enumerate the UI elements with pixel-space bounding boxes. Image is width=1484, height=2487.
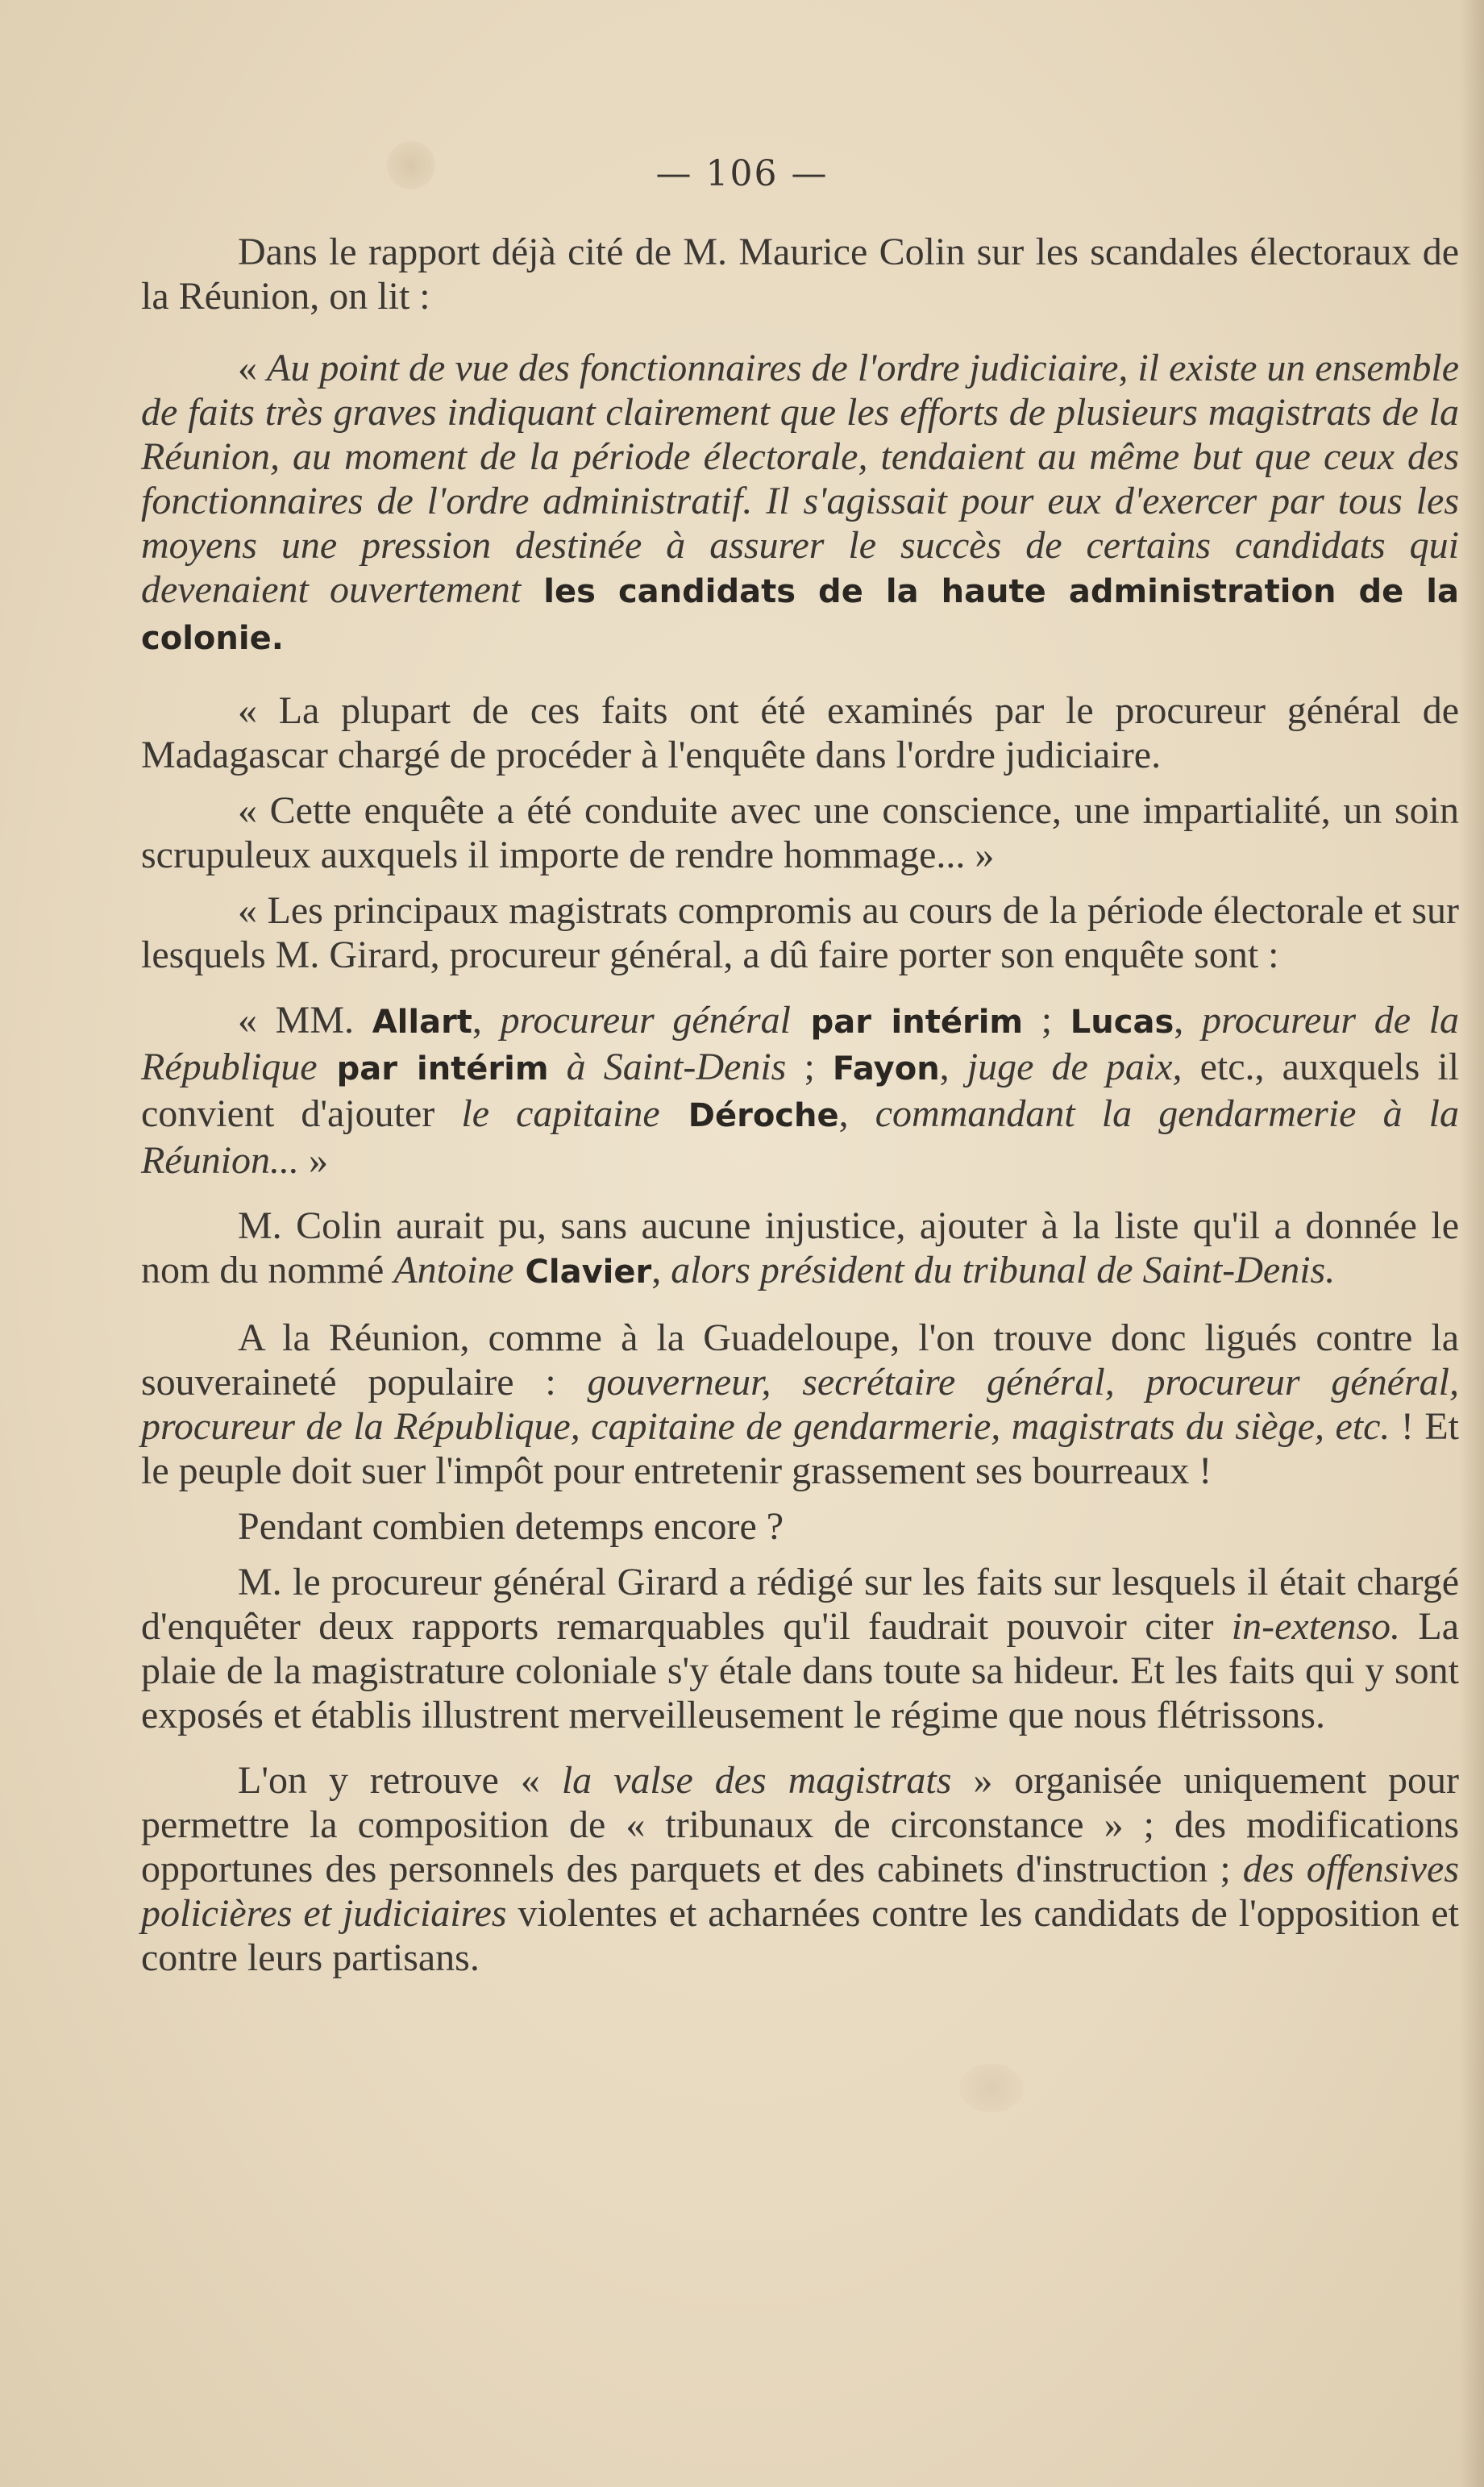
bold-run: Déroche — [659, 1097, 839, 1134]
paragraph — [141, 1316, 1459, 1493]
paragraph — [141, 1204, 1459, 1295]
italic-run: gouverneur, secrétaire général, procureur général, procureur de la République, capitaine de gendarmerie, magistrats du siège, etc. — [141, 1361, 1460, 1448]
bold-run: les candidats de la haute administration de la colonie. — [141, 573, 1459, 657]
text-run: violentes et acharnées contre les candidats de l'opposition et contre leurs partisans. — [141, 1892, 1460, 1979]
page-number: — 106 — — [655, 153, 829, 194]
text-run: , — [939, 1046, 967, 1088]
text-run: ; — [1023, 999, 1070, 1042]
text-run: M. le procureur général Girard a rédigé sur les faits sur lesquels il était chargé d'enquêter deux rapports remarquables qu'il faudrait pouvoir citer — [141, 1561, 1459, 1648]
text-run: L'on y retrouve « — [238, 1759, 562, 1802]
text-run: « Les principaux magistrats compromis au cours de la période électorale et sur lesquels M. Girard, procureur général, a dû faire porter son enquête sont : — [141, 889, 1459, 976]
italic-run: la valse des magistrats — [561, 1759, 952, 1802]
bold-run: par intérim — [317, 1050, 549, 1088]
text-run: Pendant combien detemps encore ? — [238, 1505, 784, 1548]
quote-paragraph — [141, 346, 1459, 661]
text-run: , — [838, 1092, 875, 1135]
text-run: « Cette enquête a été conduite avec une conscience, une impartialité, un soin scrupuleux auxquels il importe de rendre hommage... » — [141, 789, 1459, 876]
text-run: ! Et le peuple doit suer l'impôt pour entretenir grassement ses bourreaux ! — [141, 1405, 1460, 1492]
text-run: M. Colin aurait pu, sans aucune injustice, ajouter à la liste qu'il a donnée le nom du nommé — [141, 1204, 1459, 1291]
quote-paragraph — [141, 688, 1459, 777]
bold-run: Clavier — [513, 1254, 652, 1291]
bold-run: Lucas — [1070, 1004, 1174, 1041]
text-run: , — [651, 1249, 671, 1291]
text-run: , — [472, 999, 501, 1042]
italic-run: commandant la gendarmerie à la Réunion... — [141, 1092, 1460, 1182]
paragraph — [141, 1758, 1459, 1980]
italic-run: procureur de la République — [141, 999, 1460, 1088]
italic-run: des offensives policières et judiciaires — [141, 1848, 1460, 1935]
paragraph — [141, 1560, 1459, 1737]
italic-run: Antoine — [393, 1249, 514, 1291]
text-run: « — [238, 347, 268, 389]
italic-run: le capitaine — [461, 1092, 660, 1135]
body-text — [141, 230, 1459, 1980]
quote-paragraph — [141, 888, 1459, 977]
text-run — [549, 1046, 567, 1088]
italic-run: in-extenso. — [1231, 1605, 1401, 1648]
text-run: » — [298, 1139, 328, 1182]
italic-run: juge de paix, — [966, 1046, 1183, 1088]
text-run: « MM. — [238, 999, 372, 1042]
italic-run: à Saint-Denis — [566, 1046, 787, 1088]
text-run: A la Réunion, comme à la Guadeloupe, l'on trouve donc ligués contre la souveraineté populaire : — [141, 1316, 1459, 1404]
text-run: La plaie de la magistrature coloniale s'y étale dans toute sa hideur. Et les faits qui y sont exposés et établis illustrent merveilleusement le régime que nous flétrissons. — [141, 1605, 1459, 1736]
italic-run: procureur général — [500, 999, 791, 1042]
text-run: , — [1174, 999, 1202, 1042]
italic-run: Au point de vue des fonctionnaires de l'ordre judiciaire, il existe un ensemble de faits très graves indiquant clairement que les efforts de plusieurs magistrats de la Réunion, au moment de la période électorale, tendaient au même but que ceux des fonctionnaires de l'ordre administratif. Il s'agissait pour eux d'exercer par tous les moyens une pression destinée à assurer le succès de certains candidats qui devenaient ouvertement — [141, 347, 1460, 611]
bold-run: Fayon — [832, 1050, 940, 1088]
text-run: etc., auxquels il convient d'ajouter — [141, 1046, 1460, 1135]
italic-run: alors président du tribunal de Saint-Denis. — [671, 1249, 1336, 1291]
text-run: Dans le rapport déjà cité de M. Maurice Colin sur les scandales électoraux de la Réunion, on lit : — [141, 231, 1459, 318]
text-run: » organisée uniquement pour permettre la composition de « tribunaux de circonstance » ; des modifications opportunes des personnels des parquets et des cabinets d'instruction ; — [141, 1759, 1459, 1890]
quote-paragraph — [141, 788, 1459, 877]
paper-stain — [959, 2064, 1024, 2112]
bold-run: Allart — [372, 1004, 472, 1041]
bold-run: par intérim — [790, 1004, 1024, 1041]
text-run: « La plupart de ces faits ont été examinés par le procureur général de Madagascar chargé de procéder à l'enquête dans l'ordre judiciaire. — [141, 689, 1459, 776]
quote-paragraph — [141, 998, 1459, 1183]
page-edge-shadow — [1460, 0, 1484, 2487]
paragraph — [141, 1504, 1459, 1549]
text-run: ; — [786, 1046, 833, 1088]
paragraph — [141, 230, 1459, 318]
